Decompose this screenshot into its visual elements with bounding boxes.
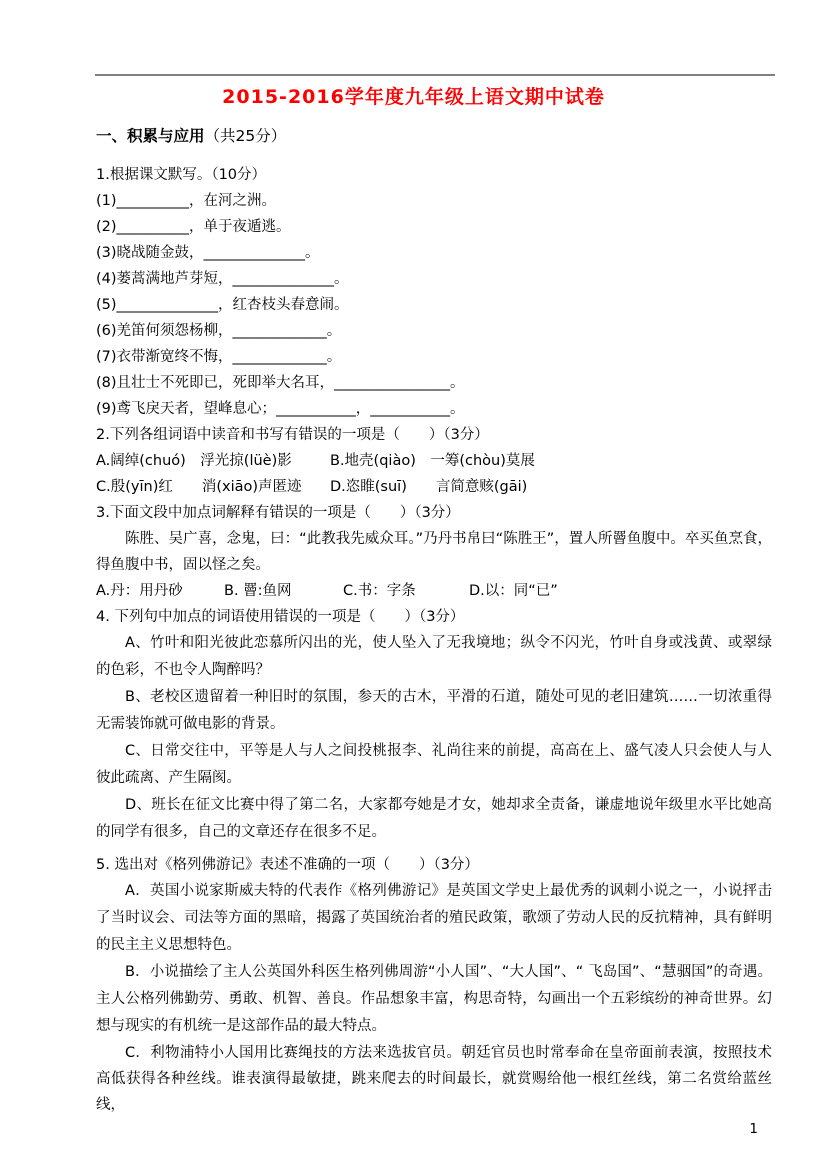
q1-item-5: (5)______________，红杏枝头春意闹。 xyxy=(96,297,349,313)
q5-option-a: A．英国小说家斯威夫特的代表作《格列佛游记》是英国文学史上最优秀的讽刺小说之一，小说抨击了当时议会、司法等方面的黑暗，揭露了英国统治者的殖民政策，歌颂了劳动人民的反抗精神，具有鲜明的民主主义思想特色。 xyxy=(96,883,772,953)
q2-option-b: B.地壳(qiào) 一筹(chòu)莫展 xyxy=(330,453,535,469)
page-title: 2015-2016学年度九年级上语文期中试卷 xyxy=(222,86,605,108)
q1-item-2: (2)__________，单于夜遁逃。 xyxy=(96,219,291,235)
q4-option-d: D、班长在征文比赛中得了第二名，大家都夸她是才女，她却求全责备，谦虚地说年级里水平比她高的同学有很多，自己的文章还存在很多不足。 xyxy=(96,797,772,840)
q3-stem: 3.下面文段中加点词解释有错误的一项是（ ）（3分） xyxy=(96,505,460,521)
q2-option-a: A.阔绰(chuó) 浮光掠(lüè)影 xyxy=(96,453,292,469)
q2-options-row-1 xyxy=(96,448,772,474)
q4-option-b: B、老校区遗留着一种旧时的氛围，参天的古木，平滑的石道，随处可见的老旧建筑……一切浓重得无需装饰就可做电影的背景。 xyxy=(96,689,772,732)
q1-stem: 1.根据课文默写。（10分） xyxy=(96,167,267,183)
exam-content xyxy=(0,124,827,1118)
q1-item-1: (1)__________，在河之洲。 xyxy=(96,193,277,209)
q1-item-4: (4)蒌蒿满地芦芽短，______________。 xyxy=(96,271,349,287)
q3-passage: 陈胜、吴广喜，念鬼，曰：“此教我先威众耳。”乃丹书帛曰“陈胜王”，置人所罾鱼腹中。卒买鱼烹食，得鱼腹中书，固以怪之矣。 xyxy=(96,531,772,573)
section-one-points: （共25分） xyxy=(204,127,287,145)
q2-option-c: C.殷(yīn)红 消(xiāo)声匿迹 xyxy=(96,479,302,495)
q1-item-8: (8)且壮士不死即已，死即举大名耳，________________。 xyxy=(96,375,465,391)
q5-option-b: B．小说描绘了主人公英国外科医生格列佛周游“小人国”、“大人国”、“ 飞岛国”、“慧骃国”的奇遇。主人公格列佛勤劳、勇敢、机智、善良。作品想象丰富，构思奇特，勾画出一个五彩缤纷的神奇世界。幻想与现实的有机统一是这部作品的最大特点。 xyxy=(96,964,772,1034)
q2-options-row-2 xyxy=(96,474,772,500)
q2-stem: 2.下列各组词语中读音和书写有错误的一项是（ ）（3分） xyxy=(96,427,489,443)
q3-option-b: B. 罾:鱼网 xyxy=(224,583,292,599)
q3-option-a: A.丹：用丹砂 xyxy=(96,583,183,599)
q3-options-row xyxy=(96,578,772,604)
q4-option-a: A、竹叶和阳光彼此恋慕所闪出的光，使人坠入了无我境地；纵令不闪光，竹叶自身或浅黄、或翠绿的色彩，不也令人陶醉吗？ xyxy=(96,635,772,678)
q4-stem: 4. 下列句中加点的词语使用错误的一项是（ ）（3分） xyxy=(96,609,465,625)
page-number: 1 xyxy=(749,1121,758,1137)
q3-option-d: D.以：同“已” xyxy=(469,583,558,599)
q1-item-6: (6)羌笛何须怨杨柳，_____________。 xyxy=(96,323,342,339)
q1-item-3: (3)晓战随金鼓，______________。 xyxy=(96,245,320,261)
q1-item-7: (7)衣带渐宽终不悔，_____________。 xyxy=(96,349,342,365)
q4-option-c: C、日常交往中，平等是人与人之间投桃报李、礼尚往来的前提，高高在上、盛气凌人只会使人与人彼此疏离、产生隔阂。 xyxy=(96,743,772,786)
q3-option-c: C.书：字条 xyxy=(343,583,416,599)
q2-option-d: D.恣睢(suī) 言简意赅(gāi) xyxy=(330,479,528,495)
section-one-title: 一、积累与应用 xyxy=(96,127,205,145)
header-divider xyxy=(95,74,775,76)
q5-stem: 5. 选出对《格列佛游记》表述不准确的一项（ ）（3分） xyxy=(96,857,479,873)
section-one-heading xyxy=(96,124,772,148)
q5-option-c: C．利物浦特小人国用比赛绳技的方法来选拔官员。朝廷官员也时常奉命在皇帝面前表演，按照技术高低获得各种丝线。谁表演得最敏捷，跳来爬去的时间最长，就赏赐给他一根红丝线，第二名赏给蓝丝线， xyxy=(96,1045,772,1113)
q1-item-9: (9)鸢飞戾天者，望峰息心；___________，___________。 xyxy=(96,401,465,417)
